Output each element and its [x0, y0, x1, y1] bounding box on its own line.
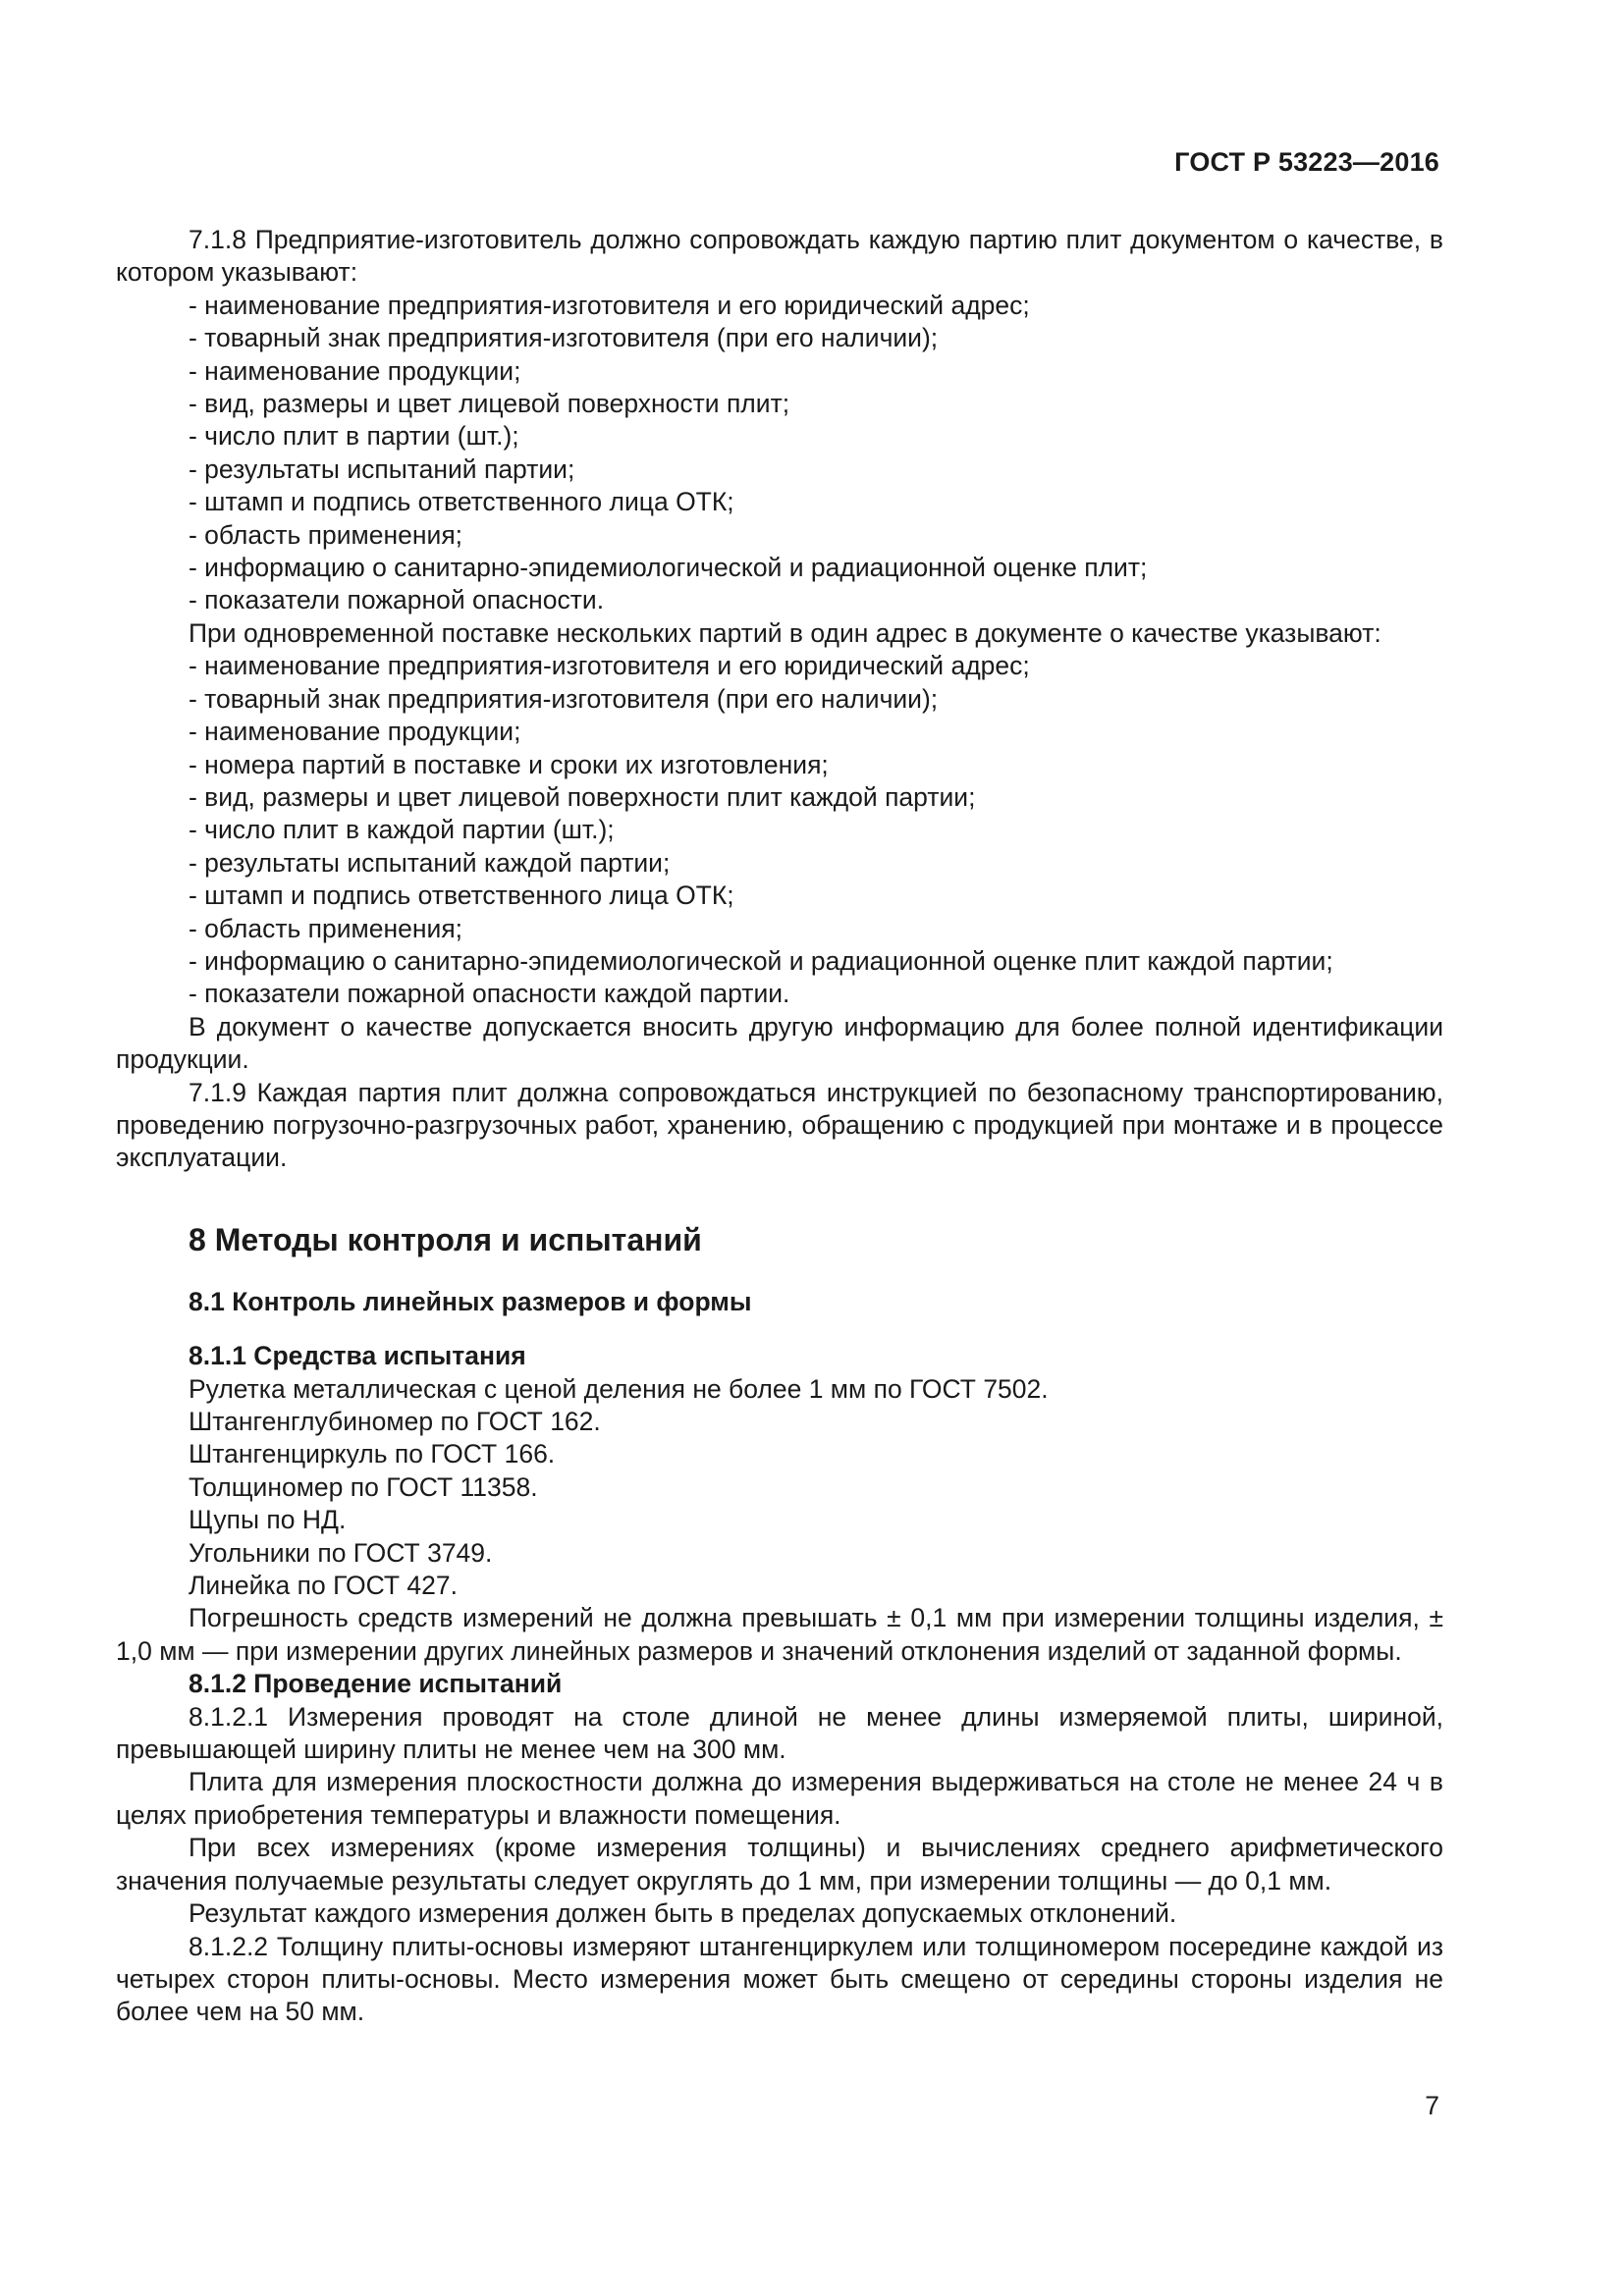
- list-item: Рулетка металлическая с ценой деления не более 1 мм по ГОСТ 7502.: [189, 1373, 1049, 1404]
- paragraph-extra-info: В документ о качестве допускается вносить другую информацию для более полной идентификации продукции.: [116, 1011, 1443, 1075]
- section-8-heading: 8 Методы контроля и испытаний: [189, 1221, 702, 1257]
- list-item: - штамп и подпись ответственного лица ОТК;: [189, 487, 734, 517]
- list-item: Штангенциркуль по ГОСТ 166.: [189, 1439, 556, 1469]
- subsection-8-1-2-heading: 8.1.2 Проведение испытаний: [189, 1669, 563, 1699]
- document-code-header: ГОСТ Р 53223—2016: [1174, 147, 1439, 177]
- list-item: - число плит в партии (шт.);: [189, 421, 519, 452]
- paragraph-flatness: Плита для измерения плоскостности должна до измерения выдерживаться на столе не менее 24 ч в целях приобретения температуры и влажности помещения.: [116, 1767, 1443, 1830]
- paragraph-rounding: При всех измерениях (кроме измерения толщины) и вычислениях среднего арифметического значения получаемые результаты следует округлять до 1 мм, при измерении толщины — до 0,1 мм.: [116, 1833, 1443, 1896]
- quality-document-list: [116, 290, 1443, 617]
- multi-batch-list: [116, 650, 1443, 1010]
- list-item: - результаты испытаний партии;: [189, 454, 575, 484]
- list-item: - наименование продукции;: [189, 717, 521, 747]
- list-item: - номера партий в поставке и сроки их изготовления;: [189, 749, 829, 779]
- list-item: - товарный знак предприятия-изготовителя (при его наличии);: [189, 323, 939, 353]
- tools-list: [116, 1373, 1443, 1603]
- list-item: - наименование предприятия-изготовителя и его юридический адрес;: [189, 651, 1030, 681]
- list-item: Щупы по НД.: [189, 1505, 347, 1535]
- list-item: Толщиномер по ГОСТ 11358.: [189, 1471, 538, 1502]
- list-item: - показатели пожарной опасности каждой партии.: [189, 979, 790, 1009]
- list-item: Штангенглубиномер по ГОСТ 162.: [189, 1407, 601, 1436]
- list-item: Линейка по ГОСТ 427.: [189, 1571, 458, 1601]
- list-item: - вид, размеры и цвет лицевой поверхности плит;: [189, 389, 790, 419]
- page-number: 7: [1425, 2091, 1439, 2120]
- paragraph-accuracy: Погрешность средств измерений не должна превышать ± 0,1 мм при измерении толщины изделия, ± 1,0 мм — при измерении других линейных размеров и значений отклонения изделий от заданной формы.: [116, 1603, 1443, 1666]
- list-item: - наименование продукции;: [189, 355, 521, 386]
- list-item: - область применения;: [189, 519, 463, 550]
- list-item: - штамп и подпись ответственного лица ОТК;: [189, 881, 734, 911]
- list-item: Угольники по ГОСТ 3749.: [189, 1537, 493, 1568]
- subsection-8-1-1-heading: 8.1.1 Средства испытания: [189, 1341, 526, 1371]
- list-item: - результаты испытаний каждой партии;: [189, 847, 671, 878]
- paragraph-7-1-8-intro: 7.1.8 Предприятие-изготовитель должно сопровождать каждую партию плит документом о качестве, в котором указывают:: [116, 225, 1443, 288]
- list-item: - товарный знак предприятия-изготовителя (при его наличии);: [189, 683, 939, 714]
- list-item: - область применения;: [189, 913, 463, 943]
- paragraph-multi-batch-intro: При одновременной поставке нескольких партий в один адрес в документе о качестве указывают:: [189, 617, 1381, 648]
- list-item: - вид, размеры и цвет лицевой поверхности плит каждой партии;: [189, 781, 976, 812]
- list-item: - информацию о санитарно-эпидемиологической и радиационной оценке плит каждой партии;: [189, 945, 1333, 976]
- list-item: - наименование предприятия-изготовителя и его юридический адрес;: [189, 290, 1030, 320]
- paragraph-8-1-2-2: 8.1.2.2 Толщину плиты-основы измеряют штангенциркулем или толщиномером посередине каждой из четырех сторон плиты-основы. Место измерения может быть смещено от середины стороны изделия не более чем на 50 мм.: [116, 1931, 1443, 2027]
- list-item: - число плит в каждой партии (шт.);: [189, 815, 615, 845]
- subsection-8-1-heading: 8.1 Контроль линейных размеров и формы: [189, 1286, 752, 1316]
- paragraph-8-1-2-1: 8.1.2.1 Измерения проводят на столе длиной не менее длины измеряемой плиты, шириной, превышающей ширину плиты не менее чем на 300 мм.: [116, 1701, 1443, 1765]
- paragraph-result: Результат каждого измерения должен быть в пределах допускаемых отклонений.: [189, 1898, 1177, 1929]
- page-content: [116, 224, 1443, 2029]
- list-item: - информацию о санитарно-эпидемиологической и радиационной оценке плит;: [189, 553, 1148, 583]
- list-item: - показатели пожарной опасности.: [189, 585, 605, 615]
- paragraph-7-1-9: 7.1.9 Каждая партия плит должна сопровождаться инструкцией по безопасному транспортированию, проведению погрузочно-разгрузочных работ, хранению, обращению с продукцией при монтаже и в процессе эксплуатации.: [116, 1077, 1443, 1173]
